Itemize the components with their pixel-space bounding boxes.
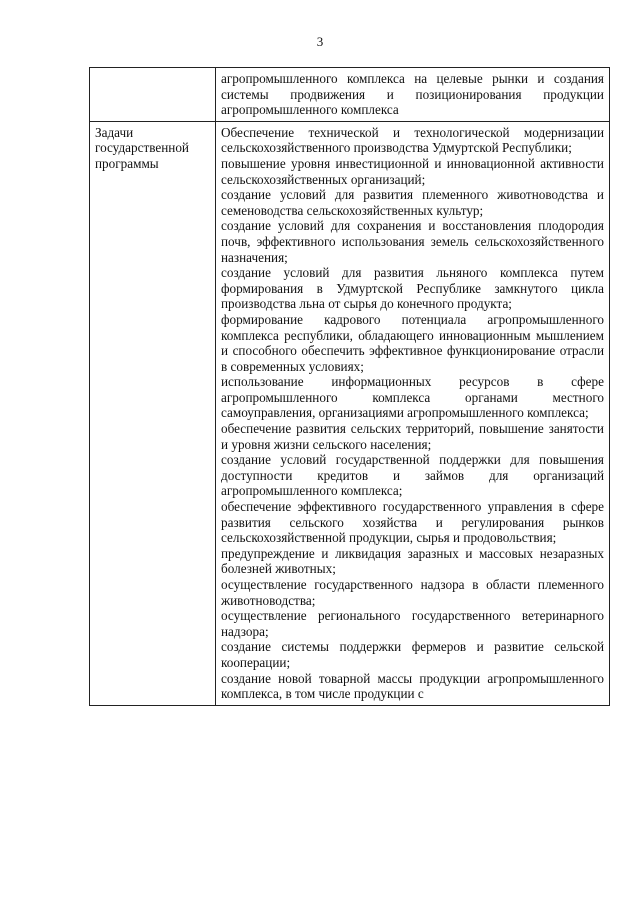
task-item: повышение уровня инвестиционной и инновационной активности сельскохозяйственных организаций; [221, 155, 604, 187]
task-item: создание новой товарной массы продукции агропромышленного комплекса, в том числе продукции с [221, 670, 604, 702]
row-content: агропромышленного комплекса на целевые рынки и создания системы продвижения и позиционирования продукции агропромышленного комплекса [216, 68, 610, 122]
program-table [89, 67, 610, 706]
task-item: формирование кадрового потенциала агропромышленного комплекса республики, обладающего инновационным мышлением и способного обеспечить эффективное функционирование отрасли в современных условиях; [221, 311, 604, 374]
table-row [90, 68, 610, 122]
task-item: создание системы поддержки фермеров и развитие сельской кооперации; [221, 639, 604, 670]
task-item: осуществление регионального государственного ветеринарного надзора; [221, 608, 604, 639]
task-item: предупреждение и ликвидация заразных и массовых незаразных болезней животных; [221, 545, 604, 577]
task-item: осуществление государственного надзора в области племенного животноводства; [221, 577, 604, 608]
task-item: использование информационных ресурсов в сфере агропромышленного комплекса органами местного самоуправления, организациями агропромышленного комплекса; [221, 374, 604, 421]
task-item: создание условий государственной поддержки для повышения доступности кредитов и займов для организаций агропромышленного комплекса; [221, 452, 604, 499]
tasks-list [216, 121, 610, 705]
task-item: создание условий для развития льняного комплекса путем формирования в Удмуртской Республике замкнутого цикла производства льна от сырья до конечного продукта; [221, 265, 604, 312]
task-item: создание условий для сохранения и восстановления плодородия почв, эффективного использования земель сельскохозяйственного назначения; [221, 218, 604, 265]
tasks-label: Задачи государственной программы [90, 121, 216, 705]
task-item: создание условий для развития племенного животноводства и семеноводства сельскохозяйственных культур; [221, 187, 604, 218]
task-item: обеспечение развития сельских территорий, повышение занятости и уровня жизни сельского населения; [221, 421, 604, 452]
row-label [90, 68, 216, 122]
task-item: обеспечение эффективного государственного управления в сфере развития сельского хозяйства и регулирования рынков сельскохозяйственной продукции, сырья и продовольствия; [221, 499, 604, 546]
task-item: Обеспечение технической и технологической модернизации сельскохозяйственного производства Удмуртской Республики; [221, 124, 604, 156]
table-row [90, 121, 610, 705]
page-number: 3 [316, 34, 324, 49]
